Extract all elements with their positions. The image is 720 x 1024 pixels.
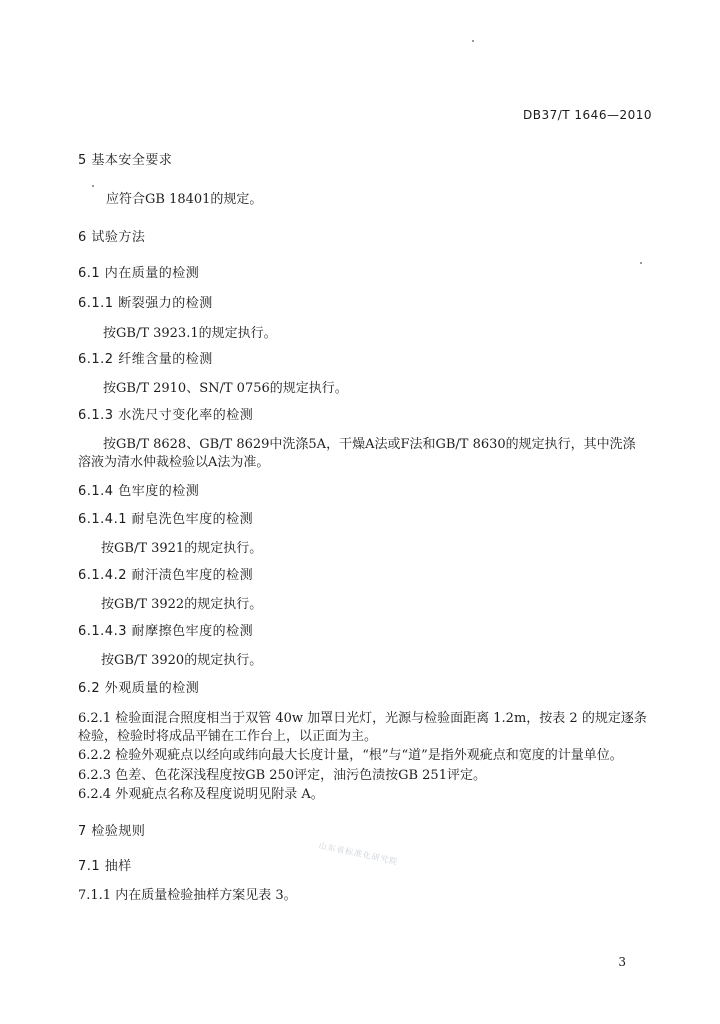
section-6-1-1-text: 按GB/T 3923.1的规定执行。: [103, 326, 277, 341]
section-6-2-4-text: 6.2.4 外观疵点名称及程度说明见附录 A。: [78, 787, 324, 802]
section-6-heading: 6 试验方法: [78, 230, 146, 245]
watermark: 山东省标准化研究院: [317, 840, 400, 867]
section-5-text: 应符合GB 18401的规定。: [106, 192, 263, 207]
scan-speck: [472, 40, 474, 42]
section-6-1-2-heading: 6.1.2 纤维含量的检测: [78, 352, 213, 367]
section-7-heading: 7 检验规则: [78, 824, 146, 839]
section-6-1-2-text: 按GB/T 2910、SN/T 0756的规定执行。: [103, 381, 348, 396]
section-6-1-4-1-text: 按GB/T 3921的规定执行。: [101, 541, 263, 556]
scan-speck: [640, 262, 642, 264]
section-6-2-3-text: 6.2.3 色差、色花深浅程度按GB 250评定，油污色渍按GB 251评定。: [78, 768, 486, 783]
section-6-1-4-1-heading: 6.1.4.1 耐皂洗色牢度的检测: [78, 512, 254, 527]
section-6-1-4-3-text: 按GB/T 3920的规定执行。: [101, 653, 263, 668]
document-code: DB37/T 1646—2010: [522, 108, 652, 122]
section-7-1-1-text: 7.1.1 内在质量检验抽样方案见表 3。: [78, 888, 297, 903]
section-6-1-4-2-text: 按GB/T 3922的规定执行。: [101, 597, 263, 612]
section-6-2-1-text: 6.2.1 检验面混合照度相当于双管 40w 加罩日光灯，光源与检验面距离 1.2m，按表 2 的规定逐条检验，检验时将成品平铺在工作台上，以正面为主。: [78, 711, 647, 744]
section-6-1-heading: 6.1 内在质量的检测: [78, 266, 200, 281]
section-6-1-3-text: 按GB/T 8628、GB/T 8629中洗涤5A，干燥A法或F法和GB/T 8630的规定执行，其中洗涤溶液为清水仲裁检验以A法为准。: [78, 437, 636, 470]
section-6-1-3-heading: 6.1.3 水洗尺寸变化率的检测: [78, 408, 254, 423]
section-6-1-4-3-heading: 6.1.4.3 耐摩擦色牢度的检测: [78, 624, 254, 639]
section-6-1-4-2-heading: 6.1.4.2 耐汗渍色牢度的检测: [78, 568, 254, 583]
section-5-heading: 5 基本安全要求: [78, 153, 173, 168]
section-6-2-2-text: 6.2.2 检验外观疵点以经向或纬向最大长度计量，“根”与“道”是指外观疵点和宽度的计量单位。: [78, 748, 623, 763]
section-6-1-1-heading: 6.1.1 断裂强力的检测: [78, 296, 213, 311]
section-6-2-heading: 6.2 外观质量的检测: [78, 681, 200, 696]
scan-speck: [92, 185, 94, 187]
section-7-1-heading: 7.1 抽样: [78, 859, 132, 874]
section-6-1-4-heading: 6.1.4 色牢度的检测: [78, 484, 200, 499]
page-number: 3: [618, 955, 626, 969]
